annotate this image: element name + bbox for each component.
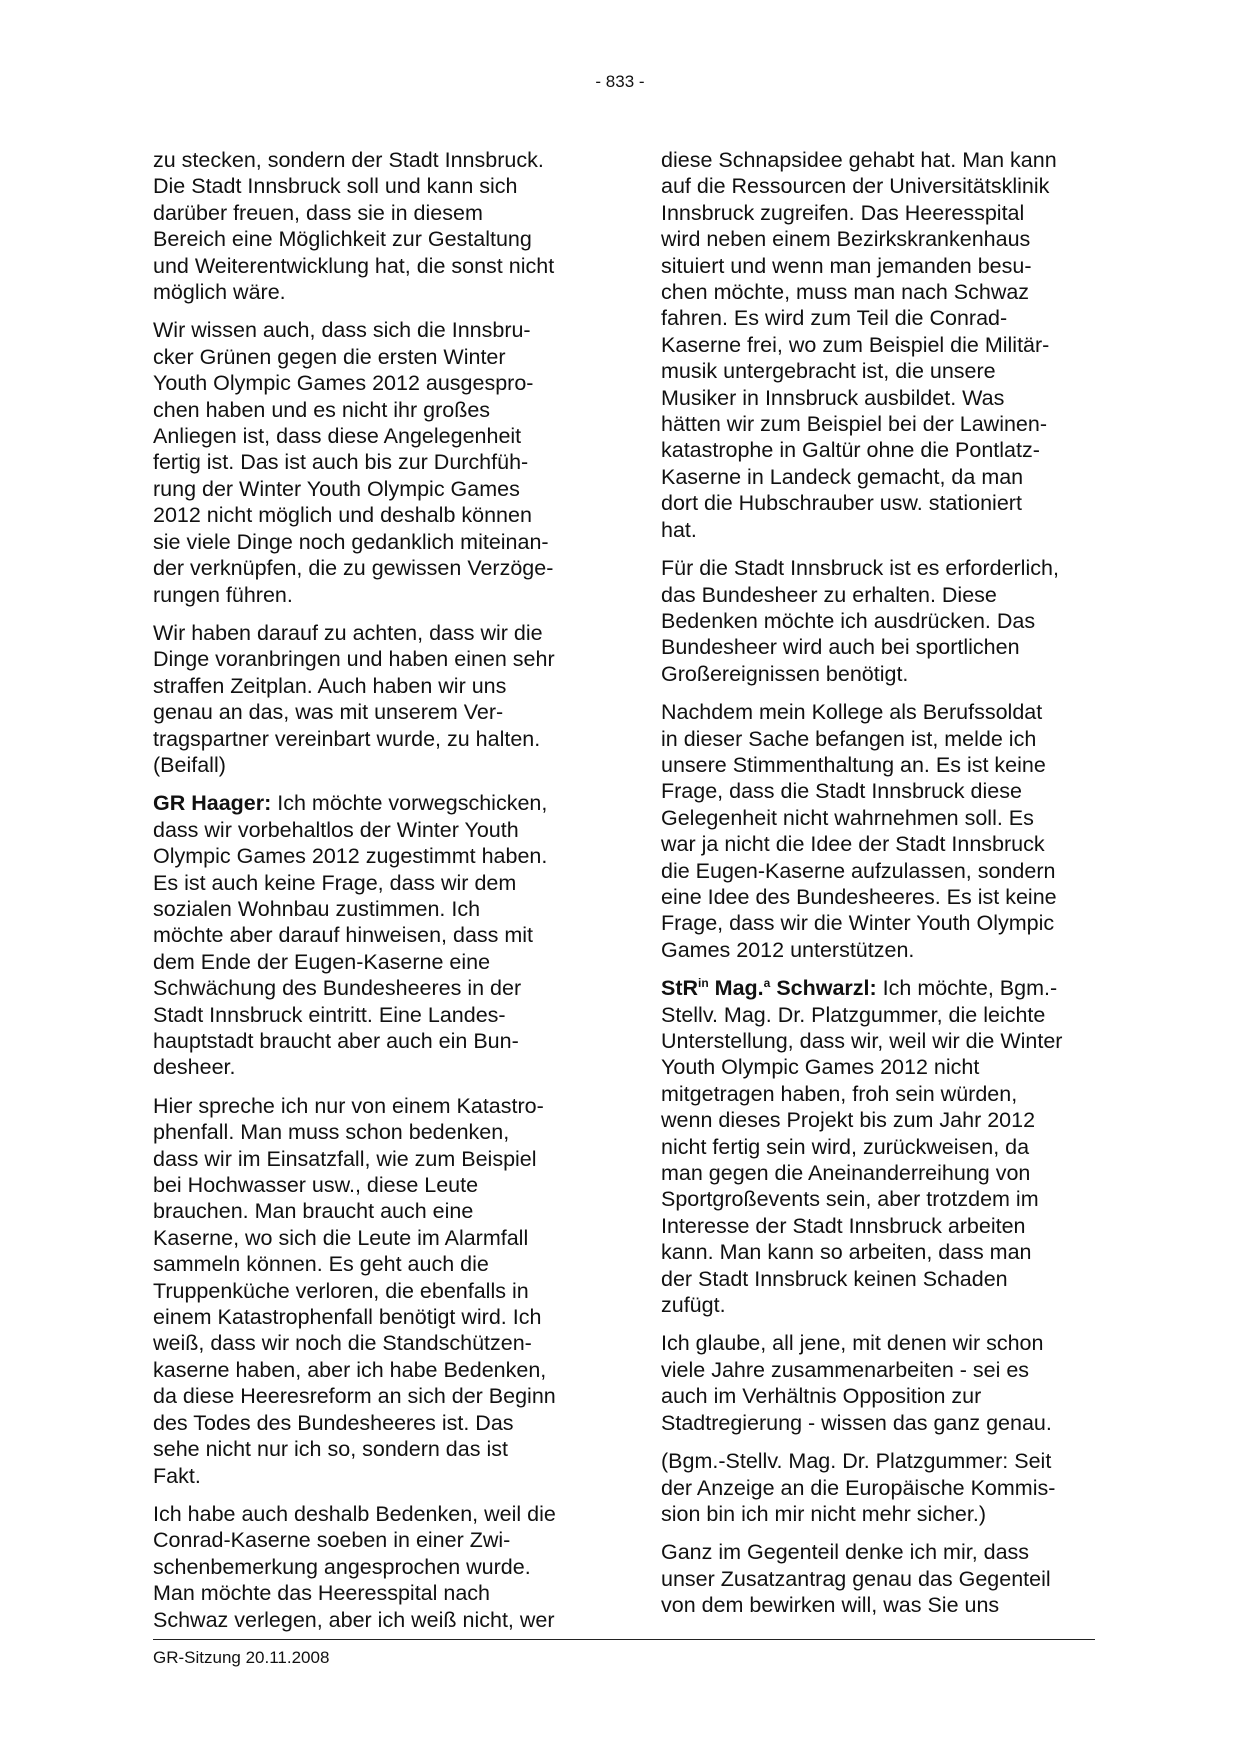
speaker-name: GR Haager: [153,791,272,816]
paragraph: (Bgm.-Stellv. Mag. Dr. Platzgummer: Seit der Anzeige an die Europäische Kommis- sion bin ich mir nicht mehr sicher.) [661,1449,1056,1526]
speaker-name [661,976,877,1000]
paragraph: Nachdem mein Kollege als Berufssoldat in dieser Sache befangen ist, melde ich unsere Stimmenthaltung an. Es ist keine Frage, dass die Stadt Innsbruck diese Gelegenheit nicht wahrnehmen soll. Es war ja nicht die Idee der Stadt Innsbruck die Eugen-Kaserne aufzulassen, sondern eine Idee des Bundesheeres. Es ist keine Frage, dass wir die Winter Youth Olympic Games 2012 unterstützen. [661,700,1057,962]
speaker-surname: Schwarzl: [770,976,877,1001]
footer-divider [153,1639,1095,1640]
speaker-title: StR [661,976,699,1001]
paragraph: diese Schnapsidee gehabt hat. Man kann auf die Ressourcen der Universitätsklinik Innsbruck zugreifen. Das Heeresspital wird neben einem Bezirkskrankenhaus situiert und wenn man jemanden besu- chen möchte, muss man nach Schwaz fahren. Es wird zum Teil die Conrad- Kaserne frei, wo zum Beispiel die Militär- musik untergebracht ist, die unsere Musiker in Innsbruck ausbildet. Was hätten wir zum Beispiel bei der Lawinen- katastrophe in Galtür ohne die Pontlatz- Kaserne in Landeck gemacht, da man dort die Hubschrauber usw. stationiert hat. [661,148,1057,542]
speech-text: Ich möchte vorwegschicken, dass wir vorbehaltlos der Winter Youth Olympic Games 2012 zugestimmt haben. Es ist auch keine Frage, dass wir dem sozialen Wohnbau zustimmen. Ich möchte aber darauf hinweisen, dass mit dem Ende der Eugen-Kaserne eine Schwächung des Bundesheeres in der Stadt Innsbruck eintritt. Eine Landes- hauptstadt braucht aber auch ein Bun- desheer. [153,791,548,1080]
paragraph: Ganz im Gegenteil denke ich mir, dass unser Zusatzantrag genau das Gegenteil von dem bewirken will, was Sie uns [661,1540,1051,1618]
paragraph: Ich habe auch deshalb Bedenken, weil die Conrad-Kaserne soeben in einer Zwi- schenbemerkung angesprochen wurde. Man möchte das Heeresspital nach Schwaz verlegen, aber ich weiß nicht, wer [153,1501,556,1632]
speech-text: Ich möchte, Bgm.- Stellv. Mag. Dr. Platzgummer, die leichte Unterstellung, dass wir, weil wir die Winter Youth Olympic Games 2012 nicht mitgetragen haben, froh sein würden, wenn dieses Projekt bis zum Jahr 2012 nicht fertig sein wird, zurückweisen, da man gegen die Aneinanderreihung von Sportgroßevents sein, aber trotzdem im Interesse der Stadt Innsbruck arbeiten kann. Man kann so arbeiten, dass man der Stadt Innsbruck keinen Schaden zufügt. [661,976,1063,1318]
speaker-degree: Mag. [708,976,764,1001]
speech-paragraph [661,975,1101,1318]
paragraph: zu stecken, sondern der Stadt Innsbruck. Die Stadt Innsbruck soll und kann sich darüber freuen, dass sie in diesem Bereich eine Möglichkeit zur Gestaltung und Weiterentwicklung hat, die sonst nicht möglich wäre. [153,148,555,305]
paragraph: Ich glaube, all jene, mit denen wir schon viele Jahre zusammenarbeiten - sei es auch im Verhältnis Opposition zur Stadtregierung - wissen das ganz genau. [661,1331,1052,1435]
paragraph: Wir haben darauf zu achten, dass wir die Dinge voranbringen und haben einen sehr straffen Zeitplan. Auch haben wir uns genau an das, was mit unserem Ver- tragspartner vereinbart wurde, zu halten. (Beifall) [153,620,555,777]
paragraph: Hier spreche ich nur von einem Katastro- phenfall. Man muss schon bedenken, dass wir im Einsatzfall, wie zum Beispiel bei Hochwasser usw., diese Leute brauchen. Man braucht auch eine Kaserne, wo sich die Leute im Alarmfall sammeln können. Es geht auch die Truppenküche verloren, die ebenfalls in einem Katastrophenfall benötigt wird. Ich weiß, dass wir noch die Standschützen- kaserne haben, aber ich habe Bedenken, da diese Heeresreform an sich der Beginn des Todes des Bundesheeres ist. Das sehe nicht nur ich so, sondern das ist Fakt. [153,1093,556,1488]
speech-paragraph [153,790,593,1080]
paragraph: Wir wissen auch, dass sich die Innsbru- cker Grünen gegen die ersten Winter Youth Olympic Games 2012 ausgespro- chen haben und es nicht ihr großes Anliegen ist, dass diese Angelegenheit fertig ist. Das ist auch bis zur Durchfüh- rung der Winter Youth Olympic Games 2012 nicht möglich und deshalb können sie viele Dinge noch gedanklich miteinan- der verknüpfen, die zu gewissen Verzöge- rungen führen. [153,318,554,607]
paragraph: Für die Stadt Innsbruck ist es erforderlich, das Bundesheer zu erhalten. Diese Bedenken möchte ich ausdrücken. Das Bundesheer wird auch bei sportlichen Großereignissen benötigt. [661,556,1059,686]
page-number: - 833 - [595,72,645,91]
right-column [661,147,1101,1631]
speaker-title-suffix: in [698,976,709,991]
speaker-degree-suffix: a [763,976,771,991]
footer-session-date: GR-Sitzung 20.11.2008 [153,1648,330,1667]
left-column [153,147,593,1645]
